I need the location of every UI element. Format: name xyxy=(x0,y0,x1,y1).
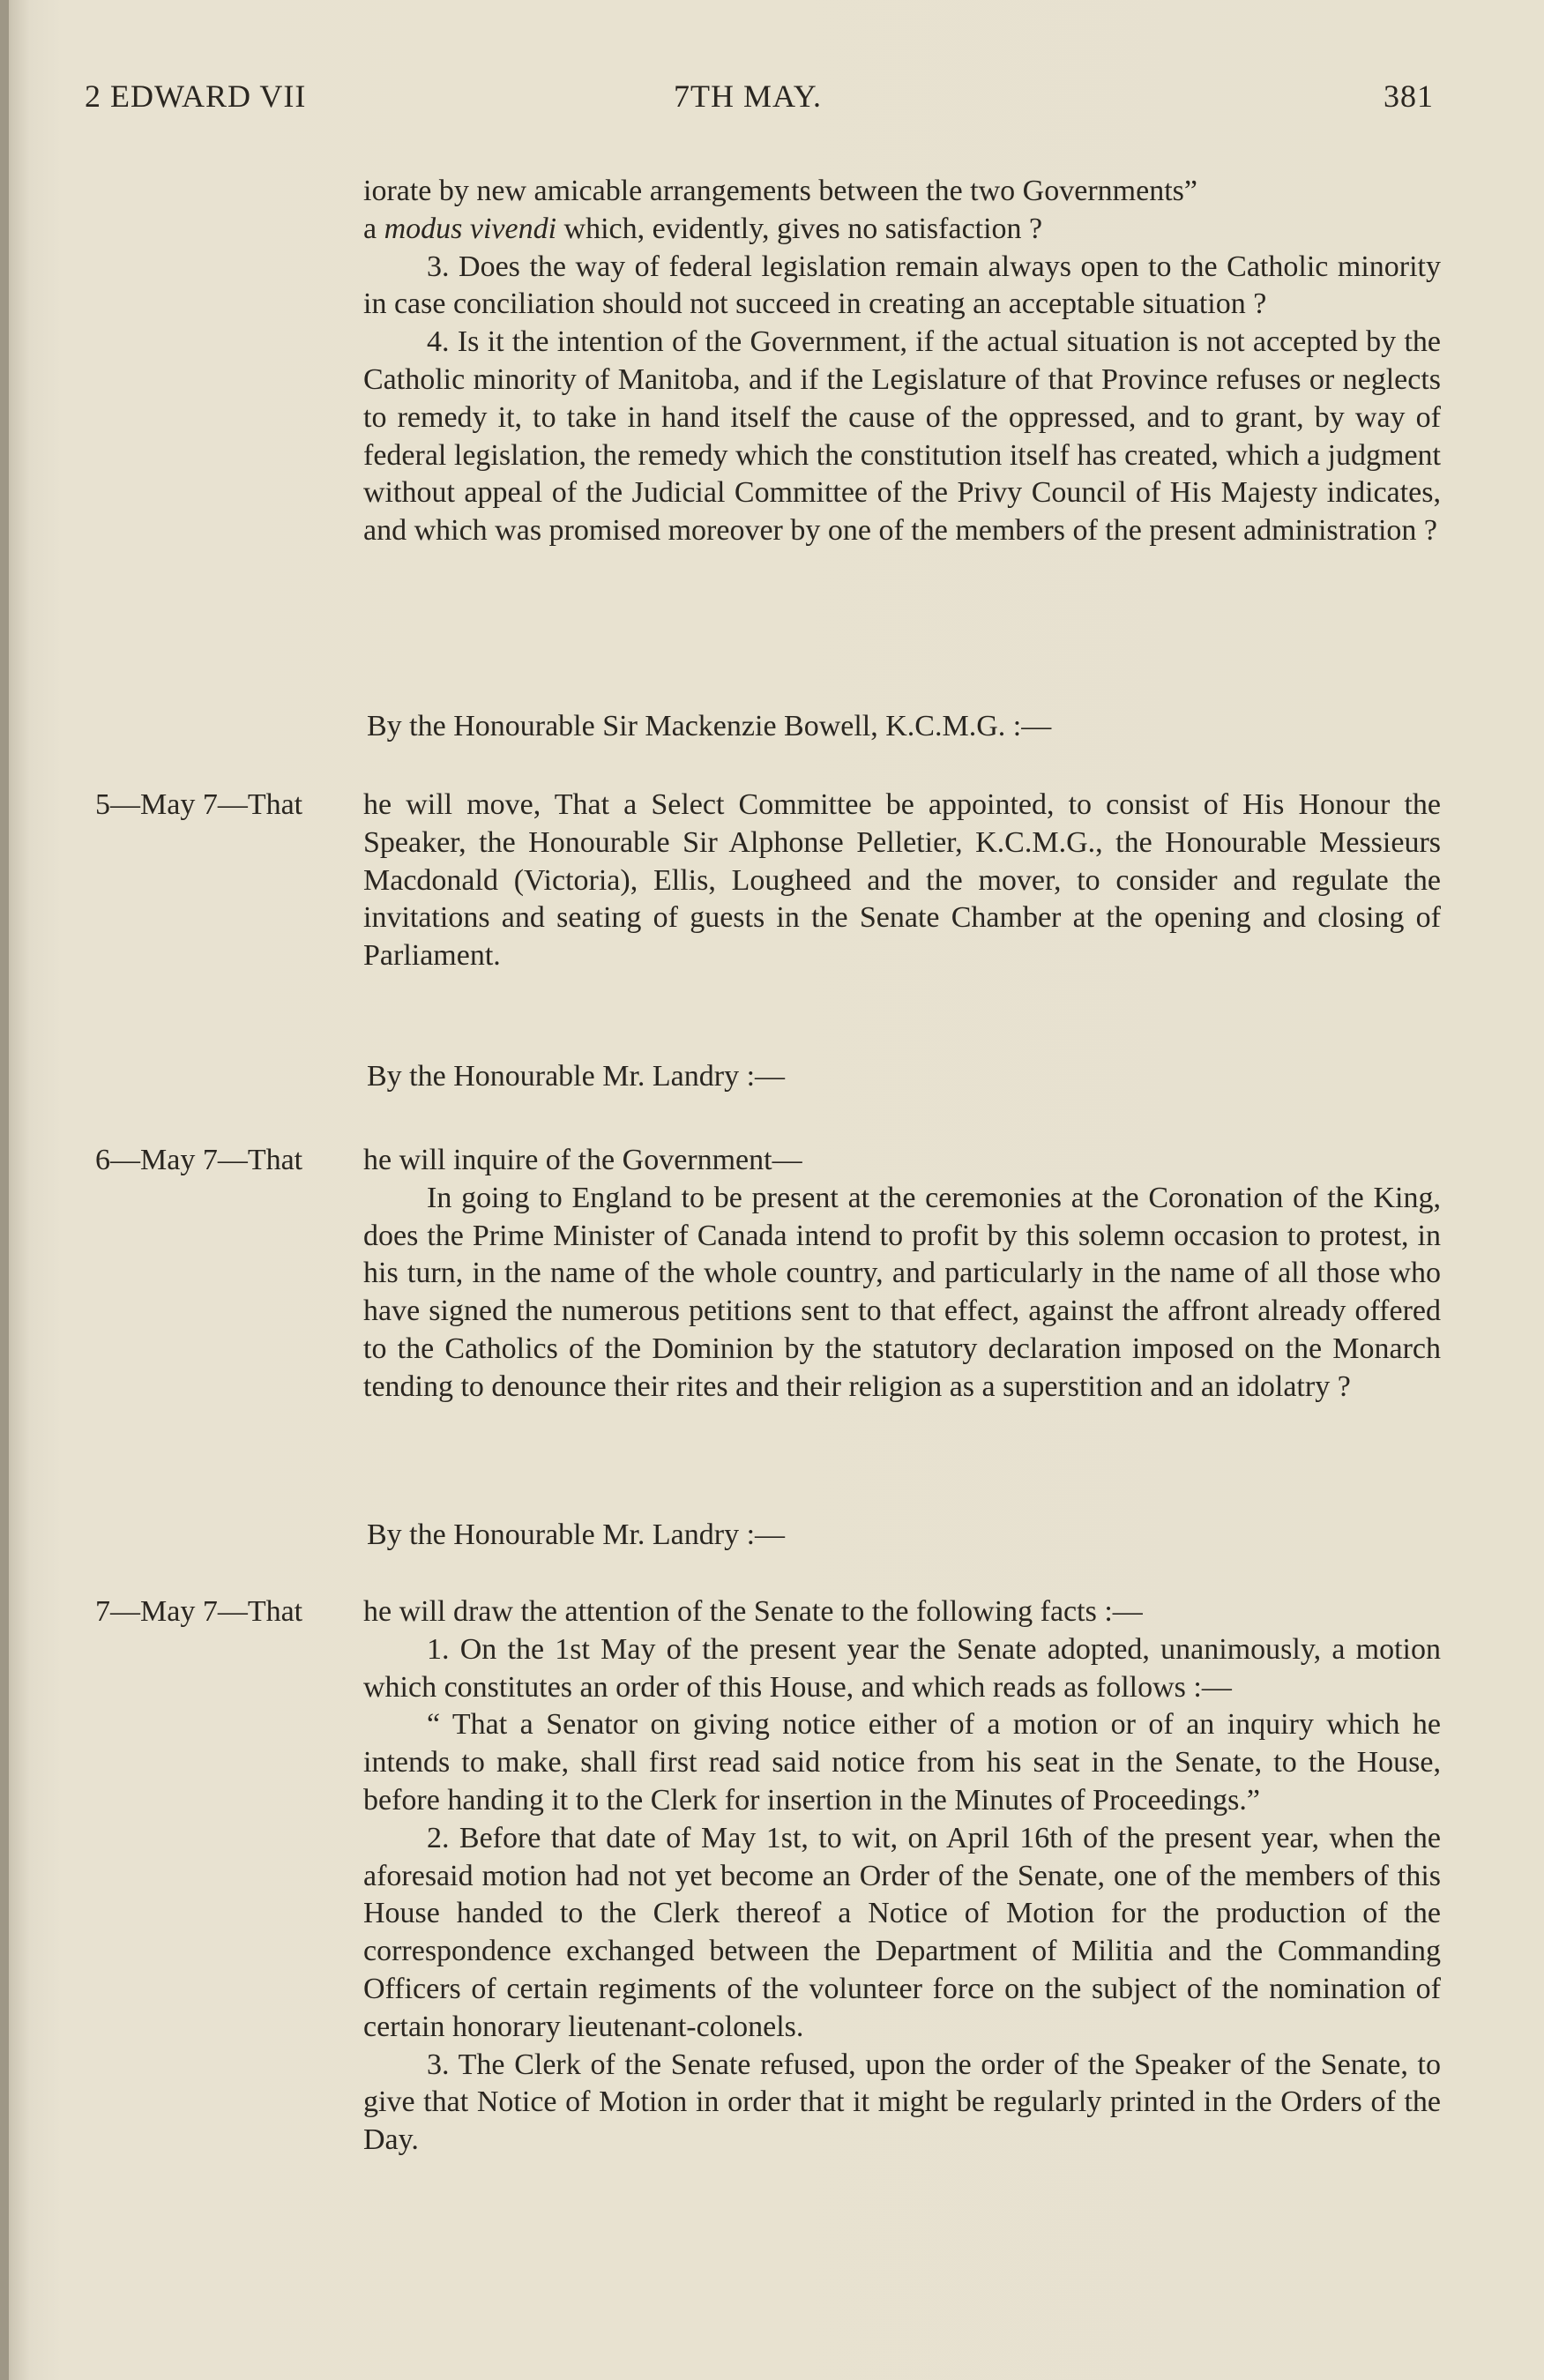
notice-7-fact-1: 1. On the 1st May of the present year the Senate adopted, unanimously, a motion which constitutes an order of this House, and which reads as follows :— xyxy=(363,1632,1441,1704)
notice-6-intro: he will inquire of the Government— xyxy=(363,1144,802,1176)
running-header xyxy=(85,78,1434,122)
mover-line-7: By the Honourable Mr. Landry :— xyxy=(367,1518,786,1551)
question-3: 3. Does the way of federal legislation remain always open to the Catholic minority in case conciliation should not succeed in creating an acceptable situation ? xyxy=(363,250,1441,321)
notice-7 xyxy=(363,1593,1441,2160)
notice-label-7: 7—May 7—That xyxy=(95,1595,303,1628)
notice-7-fact-2: 2. Before that date of May 1st, to wit, on April 16th of the present year, when the aforesaid motion had not yet become an Order of the Senate, one of the members of this House handed to the Clerk thereof a Notice of Motion for the production of the correspondence exchanged between the Department of Militia and the Commanding Officers of certain regiments of the volunteer force on the subject of the nomination of certain honorary lieutenant-colonels. xyxy=(363,1821,1441,2043)
modus-vivendi-italic: modus vivendi xyxy=(384,212,557,245)
book-spine-shadow xyxy=(0,0,9,2380)
notice-6-body: In going to England to be present at the ceremonies at the Coronation of the King, does the Prime Minister of Canada intend to profit by this solemn occasion to protest, in his turn, in the name of the whole country, and particularly in the name of all those who have signed the numerous petitions sent to that effect, against the affront already offered to the Catholics of the Dominion by the statutory declaration imposed on the Monarch tending to denounce their rites and their religion as a superstition and an idolatry ? xyxy=(363,1181,1441,1403)
notice-label-5: 5—May 7—That xyxy=(95,788,303,821)
notice-7-intro: he will draw the attention of the Senate to the following facts :— xyxy=(363,1595,1143,1628)
continued-line-2: a modus vivendi which, evidently, gives no satisfaction ? xyxy=(363,212,1043,245)
notice-label-6: 6—May 7—That xyxy=(95,1144,303,1176)
continued-line-1: iorate by new amicable arrangements between the two Governments” xyxy=(363,175,1197,207)
notice-5 xyxy=(363,787,1441,975)
mover-line-5: By the Honourable Sir Mackenzie Bowell, K.C.M.G. :— xyxy=(367,710,1052,742)
header-regnal-year: 2 EDWARD VII xyxy=(85,78,307,114)
mover-line-6: By the Honourable Mr. Landry :— xyxy=(367,1060,786,1093)
header-date: 7TH MAY. xyxy=(674,78,823,114)
notice-7-quote: “ That a Senator on giving notice either of a motion or of an inquiry which he intends to make, shall first read said notice from his seat in the Senate, to the House, before handing it to the Clerk for insertion in the Minutes of Proceedings.” xyxy=(363,1708,1441,1817)
page-number: 381 xyxy=(1384,78,1434,114)
notice-6 xyxy=(363,1142,1441,1406)
notice-5-text: he will move, That a Select Committee be appointed, to consist of His Honour the Speaker, the Honourable Sir Alphonse Pelletier, K.C.M.G., the Honourable Messieurs Macdonald (Victoria), Ellis, Lougheed and the mover, to consider and regulate the invitations and seating of guests in the Senate Chamber at the opening and closing of Parliament. xyxy=(363,788,1441,973)
question-4: 4. Is it the intention of the Government, if the actual situation is not accepted by the Catholic minority of Manitoba, and if the Legislature of that Province refuses or neglects to remedy it, to take in hand itself the cause of the oppressed, and to grant, by way of federal legislation, the remedy which the constitution itself has created, which a judgment without appeal of the Judicial Committee of the Privy Council of His Majesty indicates, and which was promised moreover by one of the members of the present administration ? xyxy=(363,325,1441,548)
continued-inquiry xyxy=(363,173,1441,550)
notice-7-fact-3: 3. The Clerk of the Senate refused, upon the order of the Speaker of the Senate, to give that Notice of Motion in order that it might be regularly printed in the Orders of the Day. xyxy=(363,2048,1441,2157)
